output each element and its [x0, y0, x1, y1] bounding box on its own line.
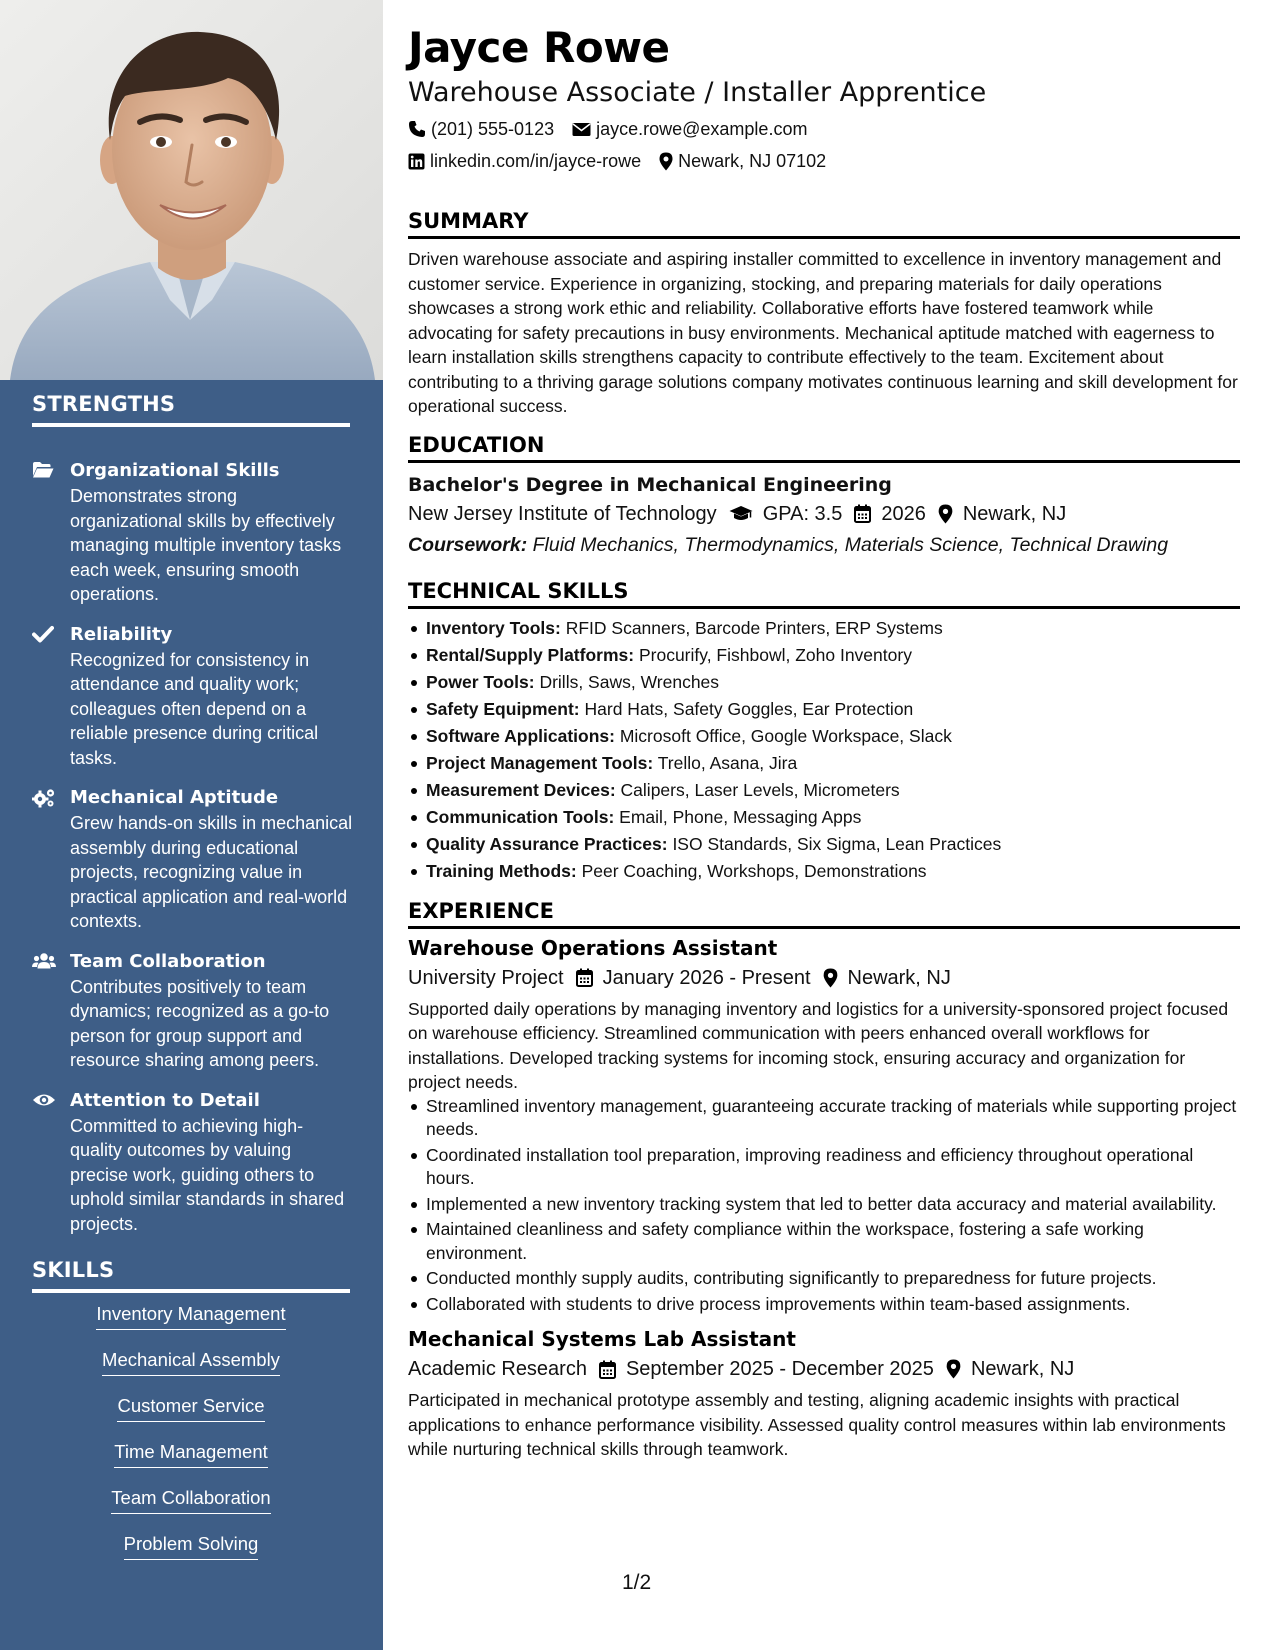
list-item: [408, 615, 1240, 642]
strengths-heading: STRENGTHS: [32, 392, 350, 427]
skill-category: Power Tools:: [426, 671, 535, 692]
skill-values: Email, Phone, Messaging Apps: [619, 806, 862, 827]
skill-category: Project Management Tools:: [426, 752, 654, 773]
contact-row: [408, 146, 1240, 176]
phone-icon: [408, 120, 426, 138]
folder-open-icon: [32, 458, 70, 607]
strength-item: [32, 949, 354, 1073]
school-name: New Jersey Institute of Technology: [408, 502, 717, 525]
coursework-list: Fluid Mechanics, Thermodynamics, Materials Science, Technical Drawing: [532, 533, 1169, 556]
map-pin-icon: [823, 968, 838, 988]
skill-values: RFID Scanners, Barcode Printers, ERP Systems: [565, 617, 943, 638]
school-location: Newark, NJ: [962, 502, 1067, 525]
strength-title: Team Collaboration: [70, 950, 266, 972]
strength-description: Recognized for consistency in attendance and quality work; colleagues often depend on a reliable presence during critical tasks.: [70, 649, 319, 768]
job-title: Warehouse Associate / Installer Apprentice: [408, 77, 987, 108]
coursework-label: Coursework:: [408, 533, 528, 556]
skill-tag: Team Collaboration: [111, 1487, 270, 1514]
calendar-icon: [599, 1360, 616, 1379]
graduation-year: 2026: [881, 502, 926, 525]
list-item: Streamlined inventory management, guaranteeing accurate tracking of materials while supporting project needs.: [408, 1095, 1240, 1142]
skill-values: Trello, Asana, Jira: [657, 752, 798, 773]
skill-values: Peer Coaching, Workshops, Demonstrations: [581, 860, 927, 881]
skills-heading: SKILLS: [32, 1258, 350, 1293]
education-section: [408, 433, 1240, 561]
summary-text: Driven warehouse associate and aspiring installer committed to excellence in inventory management and customer service. Experience in organizing, stocking, and preparing materials for daily operations showcases a strong work ethic and reliability. Collaborative efforts have fostered teamwork while advocating for safety precautions in busy environments. Mechanical aptitude matched with eagerness to learn installation skills strengthens capacity to contribute effectively to the team. Excitement about contributing to a thriving garage solutions company motivates continuous learning and skill development for operational success.: [408, 249, 1238, 416]
resume-header: [408, 20, 1240, 176]
skill-values: Microsoft Office, Google Workspace, Slack: [619, 725, 952, 746]
list-item: Coordinated installation tool preparation, improving readiness and efficiency throughout operational hours.: [408, 1144, 1240, 1191]
profile-photo: [0, 0, 383, 380]
strength-title: Mechanical Aptitude: [70, 787, 279, 808]
sidebar: [0, 0, 383, 1650]
list-item: [408, 750, 1240, 777]
candidate-name: Jayce Rowe: [408, 23, 670, 72]
page-number: 1/2: [622, 1571, 652, 1594]
list-item: [408, 804, 1240, 831]
strength-title: Reliability: [70, 623, 173, 645]
location-text: Newark, NJ 07102: [678, 151, 827, 171]
list-item: Conducted monthly supply audits, contributing significantly to preparedness for future projects.: [408, 1267, 1240, 1291]
skill-category: Quality Assurance Practices:: [426, 833, 668, 854]
skill-category: Communication Tools:: [426, 806, 615, 827]
strength-title: Organizational Skills: [70, 460, 280, 481]
gears-icon: [32, 785, 70, 934]
skill-category: Safety Equipment:: [426, 698, 580, 719]
list-item: [408, 669, 1240, 696]
strength-item: [32, 458, 354, 607]
strength-description: Committed to achieving high-quality outcomes by valuing precise work, guiding others to uphold similar standards in shared projects.: [70, 1115, 345, 1234]
coursework: [408, 529, 1240, 561]
skill-tag: Inventory Management: [96, 1303, 285, 1330]
strength-description: Demonstrates strong organizational skills by effectively managing multiple inventory tasks each week, ensuring smooth operations.: [70, 486, 342, 604]
skill-tag: Time Management: [114, 1441, 268, 1468]
skill-tag: Problem Solving: [124, 1533, 259, 1560]
section-heading: TECHNICAL SKILLS: [408, 579, 1240, 609]
skill-values: Procurify, Fishbowl, Zoho Inventory: [638, 644, 912, 665]
strength-item: [32, 785, 354, 934]
section-heading: EDUCATION: [408, 433, 1240, 463]
job-description: Participated in mechanical prototype assembly and testing, aligning academic insights with practical applications to enhance performance visibility. Assessed quality control measures within lab environments while nurturing technical skills through teamwork.: [408, 1390, 1226, 1459]
email-contact[interactable]: [572, 114, 807, 144]
section-heading: EXPERIENCE: [408, 899, 1240, 929]
job-title: Mechanical Systems Lab Assistant: [408, 1327, 796, 1351]
job-location: Newark, NJ: [847, 966, 951, 989]
strength-item: [32, 622, 354, 771]
contact-row: [408, 114, 1240, 144]
skill-values: ISO Standards, Six Sigma, Lean Practices: [672, 833, 1002, 854]
linkedin-icon: [408, 153, 425, 170]
check-icon: [32, 622, 70, 771]
strengths-list: [32, 458, 354, 1251]
job-achievements: [408, 1095, 1240, 1317]
strength-description: Contributes positively to team dynamics; recognized as a go-to person for group support and resource sharing among peers.: [70, 976, 330, 1070]
linkedin-contact[interactable]: [408, 146, 641, 176]
education-meta: [408, 499, 1240, 529]
location-contact: [659, 146, 826, 176]
skill-category: Rental/Supply Platforms:: [426, 644, 635, 665]
list-item: Collaborated with students to drive process improvements within team-based assignments.: [408, 1293, 1240, 1317]
skill-category: Measurement Devices:: [426, 779, 616, 800]
email-text: jayce.rowe@example.com: [596, 119, 808, 139]
list-item: [408, 831, 1240, 858]
strength-title: Attention to Detail: [70, 1089, 260, 1111]
phone-contact[interactable]: [408, 114, 554, 144]
skill-category: Software Applications:: [426, 725, 615, 746]
skill-values: Calipers, Laser Levels, Micrometers: [620, 779, 900, 800]
graduation-cap-icon: [729, 505, 753, 522]
linkedin-text: linkedin.com/in/jayce-rowe: [430, 151, 642, 171]
technical-skills-section: [408, 579, 1240, 885]
degree-title: Bachelor's Degree in Mechanical Engineering: [408, 473, 892, 496]
list-item: Maintained cleanliness and safety compliance within the workspace, fostering a safe working environment.: [408, 1218, 1240, 1265]
calendar-icon: [576, 968, 593, 987]
strength-item: [32, 1088, 354, 1237]
technical-skills-list: [408, 615, 1240, 885]
list-item: [408, 858, 1240, 885]
job-organization: Academic Research: [408, 1358, 587, 1380]
job-dates: January 2026 - Present: [602, 966, 811, 989]
experience-section: [408, 899, 1240, 1462]
list-item: Implemented a new inventory tracking system that led to better data accuracy and material availability.: [408, 1193, 1240, 1217]
job-title: Warehouse Operations Assistant: [408, 935, 778, 960]
map-pin-icon: [938, 504, 953, 524]
calendar-icon: [854, 504, 871, 523]
skill-category: Inventory Tools:: [426, 617, 561, 638]
job-description: Supported daily operations by managing inventory and logistics for a university-sponsored project focused on warehouse efficiency. Streamlined communication with peers enhanced overall workflows for installations. Developed tracking systems for incoming stock, ensuring accuracy and organization for project needs.: [408, 998, 1229, 1092]
section-heading: SUMMARY: [408, 209, 1240, 239]
job-dates: September 2025 - December 2025: [625, 1358, 934, 1380]
gpa: GPA: 3.5: [762, 502, 843, 525]
list-item: [408, 723, 1240, 750]
eye-icon: [32, 1088, 70, 1237]
skill-tag: Mechanical Assembly: [102, 1349, 280, 1376]
list-item: [408, 696, 1240, 723]
skill-category: Training Methods:: [426, 860, 577, 881]
list-item: [408, 642, 1240, 669]
job-location: Newark, NJ: [970, 1358, 1075, 1380]
envelope-icon: [572, 122, 591, 137]
map-pin-icon: [659, 152, 673, 171]
main-content: [408, 20, 1240, 1462]
list-item: [408, 777, 1240, 804]
skill-values: Hard Hats, Safety Goggles, Ear Protection: [584, 698, 914, 719]
job-entry: [408, 1324, 1240, 1462]
job-meta: [408, 963, 1240, 993]
users-icon: [32, 949, 70, 1073]
summary-section: [408, 209, 1240, 419]
map-pin-icon: [946, 1359, 961, 1379]
skill-values: Drills, Saws, Wrenches: [539, 671, 720, 692]
job-meta: [408, 1354, 1240, 1384]
strength-description: Grew hands-on skills in mechanical assembly during educational projects, recognizing value in practical application and real-world contexts.: [70, 813, 353, 931]
skills-list: [32, 1303, 350, 1579]
job-entry: [408, 933, 1240, 1317]
phone-text: (201) 555-0123: [431, 119, 555, 139]
skill-tag: Customer Service: [117, 1395, 264, 1422]
job-organization: University Project: [408, 966, 564, 989]
